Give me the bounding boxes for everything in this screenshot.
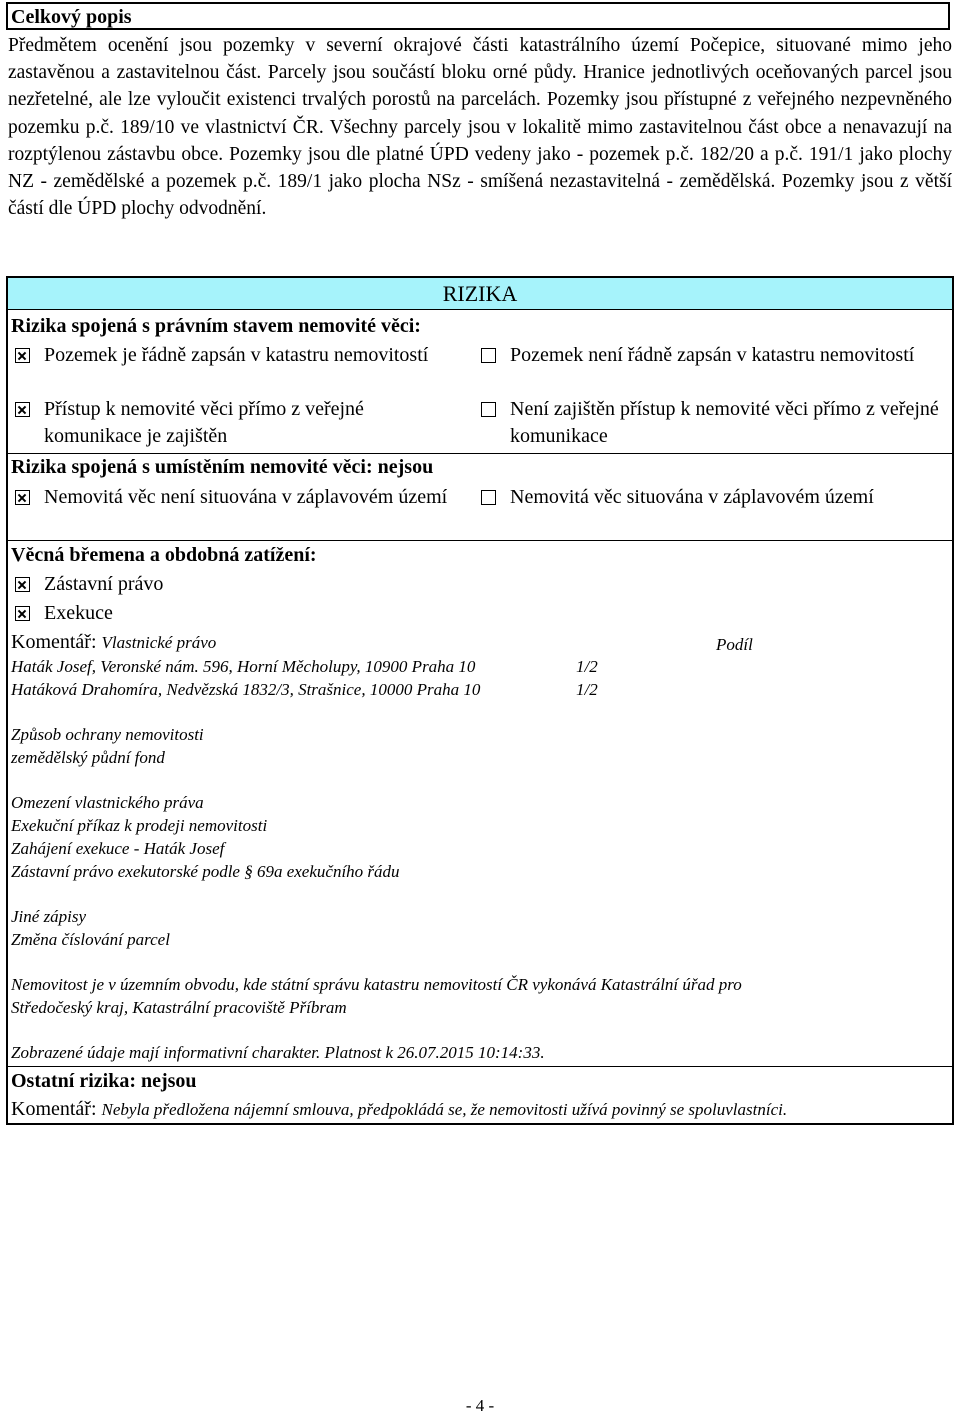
share-header: Podíl (716, 635, 753, 654)
comment-label: Komentář: (11, 631, 97, 653)
checkbox-checked-icon (15, 606, 30, 621)
risks-header-label: RIZIKA (442, 281, 518, 306)
legal-option-not-registered: Pozemek není řádně zapsán v katastru nemovitostí (481, 342, 921, 369)
restriction-item: Zahájení exekuce - Haták Josef (11, 839, 225, 858)
other-records-value: Změna číslování parcel (11, 930, 170, 949)
checkbox-checked-icon (15, 348, 30, 363)
checkbox-checked-icon (15, 577, 30, 592)
comment-label: Komentář: (11, 1098, 97, 1120)
checkbox-checked-icon (15, 490, 30, 505)
comment-value: Nebyla předložena nájemní smlouva, předpokládá se, že nemovitosti užívá povinný se spoluvlastníci. (101, 1100, 788, 1119)
divider (8, 1066, 952, 1067)
owner-share: 1/2 (576, 680, 598, 699)
owner-name: Haták Josef, Veronské nám. 596, Horní Měcholupy, 10900 Praha 10 (11, 657, 476, 676)
burden-option-lien: Zástavní právo (15, 571, 455, 598)
overview-title: Celkový popis (11, 6, 132, 28)
owner-name: Hatáková Drahomíra, Nedvězská 1832/3, Strašnice, 10000 Praha 10 (11, 680, 481, 699)
protection-title: Způsob ochrany nemovitosti (11, 725, 204, 744)
restriction-item: Exekuční příkaz k prodeji nemovitosti (11, 816, 268, 835)
protection-value: zemědělský půdní fond (11, 748, 165, 767)
burdens-comment (11, 631, 216, 654)
checkbox-empty-icon (481, 402, 496, 417)
risks-header (8, 278, 952, 310)
page-number: - 4 - (465, 1396, 495, 1415)
other-records-title: Jiné zápisy (11, 907, 87, 926)
office-line: Středočeský kraj, Katastrální pracoviště Příbram (11, 998, 347, 1017)
location-risks-heading: Rizika spojená s umístěním nemovité věci: nejsou (11, 456, 434, 478)
checkbox-checked-icon (15, 402, 30, 417)
owner-share: 1/2 (576, 657, 598, 676)
overview-title-box (6, 2, 950, 30)
checkbox-empty-icon (481, 490, 496, 505)
other-risks-heading: Ostatní rizika: nejsou (11, 1070, 197, 1092)
location-option-flood: Nemovitá věc situována v záplavovém území (481, 484, 951, 511)
legal-option-registered: Pozemek je řádně zapsán v katastru nemovitostí (15, 342, 455, 369)
office-line: Nemovitost je v územním obvodu, kde státní správu katastru nemovitostí ČR vykonává Katastrální úřad pro (11, 975, 742, 994)
comment-value: Vlastnické právo (101, 633, 217, 652)
divider (8, 540, 952, 541)
checkbox-empty-icon (481, 348, 496, 363)
legal-option-access-ok: Přístup k nemovité věci přímo z veřejné komunikace je zajištěn (15, 396, 455, 450)
disclaimer: Zobrazené údaje mají informativní charakter. Platnost k 26.07.2015 10:14:33. (11, 1043, 545, 1062)
overview-text: Předmětem ocenění jsou pozemky v severní okrajové části katastrálního území Počepice, situované mimo jeho zastavěnou a zastavitelnou část. Parcely jsou součástí bloku orné půdy. Hranice jednotlivých oceňovaných parcel jsou nezřetelné, ale lze vyloučit existenci trvalých porostů na parcelách. Pozemky jsou přístupné z veřejného nezpevněného pozemku p.č. 189/10 ve vlastnictví ČR. Všechny parcely jsou v lokalitě mimo zastavitelnou část obce a nenavazují na rozptýlenou zástavbu obce. Pozemky jsou dle platné ÚPD vedeny jako - pozemek p.č. 182/20 a p.č. 191/1 jako plochy NZ - zemědělské a pozemek p.č. 189/1 jako plocha NSz - smíšená nezastavitelná - zemědělská. Pozemky jsou z větší částí dle ÚPD plochy odvodnění. (8, 35, 952, 220)
burden-option-execution: Exekuce (15, 600, 455, 627)
restrictions-title: Omezení vlastnického práva (11, 793, 204, 812)
divider (8, 453, 952, 454)
location-option-no-flood: Nemovitá věc není situována v záplavovém území (15, 484, 455, 511)
other-risks-comment (11, 1098, 787, 1121)
legal-risks-heading: Rizika spojená s právním stavem nemovité věci: (11, 315, 421, 337)
risks-table (6, 276, 954, 1125)
burdens-heading: Věcná břemena a obdobná zatížení: (11, 544, 317, 566)
legal-option-access-missing: Není zajištěn přístup k nemovité věci přímo z veřejné komunikace (481, 396, 951, 450)
restriction-item: Zástavní právo exekutorské podle § 69a exekučního řádu (11, 862, 400, 881)
